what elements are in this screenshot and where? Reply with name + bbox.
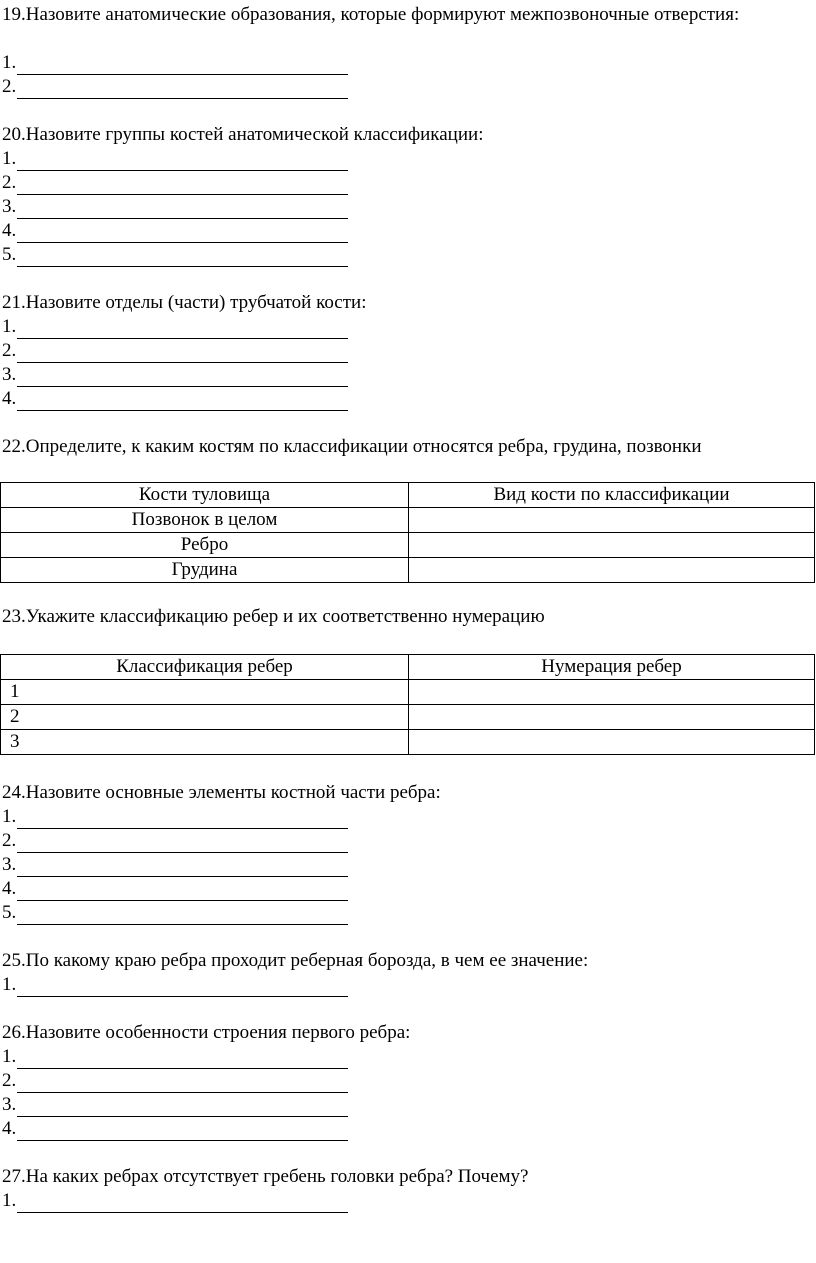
table-row xyxy=(1,730,815,755)
answer-number: 3. xyxy=(2,1094,17,1115)
answer-cell[interactable] xyxy=(409,508,815,533)
answer-line-2[interactable] xyxy=(2,75,814,99)
answer-number: 2. xyxy=(2,76,17,97)
answer-line-3[interactable] xyxy=(2,853,814,877)
table-row xyxy=(1,705,815,730)
answer-line-1[interactable] xyxy=(2,315,814,339)
question-21-text: 21.Назовите отделы (части) трубчатой кости: xyxy=(2,292,367,313)
question-19-text: 19.Назовите анатомические образования, которые формируют межпозвоночные отверстия: xyxy=(2,4,740,25)
answer-line-4[interactable] xyxy=(2,877,814,901)
answer-line-2[interactable] xyxy=(2,1069,814,1093)
answer-line-4[interactable] xyxy=(2,1117,814,1141)
table-header: Вид кости по классификации xyxy=(409,483,815,508)
answer-blank[interactable] xyxy=(17,810,348,829)
question-25-text: 25.По какому краю ребра проходит реберная борозда, в чем ее значение: xyxy=(2,950,589,971)
answer-blank[interactable] xyxy=(17,368,348,387)
answer-number: 3. xyxy=(2,854,17,875)
question-23 xyxy=(2,605,814,629)
question-27-text: 27.На каких ребрах отсутствует гребень головки ребра? Почему? xyxy=(2,1166,529,1187)
answer-blank[interactable] xyxy=(17,858,348,877)
question-19 xyxy=(2,3,814,99)
table-cell: Ребро xyxy=(1,533,409,558)
table-header: Кости туловища xyxy=(1,483,409,508)
answer-blank[interactable] xyxy=(17,882,348,901)
answer-blank[interactable] xyxy=(17,978,348,997)
answer-number: 3. xyxy=(2,364,17,385)
answer-number: 2. xyxy=(2,172,17,193)
table-row xyxy=(1,680,815,705)
answer-number: 1. xyxy=(2,52,17,73)
answer-line-5[interactable] xyxy=(2,243,814,267)
answer-number: 1. xyxy=(2,316,17,337)
answer-cell[interactable] xyxy=(409,680,815,705)
answer-number: 4. xyxy=(2,388,17,409)
table-cell[interactable]: 3 xyxy=(1,730,409,755)
answer-cell[interactable] xyxy=(409,558,815,583)
answer-blank[interactable] xyxy=(17,176,348,195)
answer-line-1[interactable] xyxy=(2,147,814,171)
bone-classification-table xyxy=(0,482,815,583)
answer-blank[interactable] xyxy=(17,1074,348,1093)
answer-blank[interactable] xyxy=(17,200,348,219)
table-row xyxy=(1,508,815,533)
answer-number: 5. xyxy=(2,902,17,923)
answer-blank[interactable] xyxy=(17,834,348,853)
question-26 xyxy=(2,1021,814,1141)
table-row xyxy=(1,533,815,558)
table-header-row xyxy=(1,655,815,680)
answer-line-2[interactable] xyxy=(2,829,814,853)
answer-blank[interactable] xyxy=(17,1194,348,1213)
table-header-row xyxy=(1,483,815,508)
answer-blank[interactable] xyxy=(17,1122,348,1141)
question-27 xyxy=(2,1165,814,1213)
rib-classification-table xyxy=(0,654,815,755)
answer-number: 1. xyxy=(2,148,17,169)
answer-number: 1. xyxy=(2,1190,17,1211)
answer-blank[interactable] xyxy=(17,1050,348,1069)
answer-line-1[interactable] xyxy=(2,805,814,829)
answer-line-1[interactable] xyxy=(2,1189,814,1213)
answer-blank[interactable] xyxy=(17,392,348,411)
question-26-text: 26.Назовите особенности строения первого ребра: xyxy=(2,1022,411,1043)
table-row xyxy=(1,558,815,583)
question-24 xyxy=(2,781,814,925)
answer-blank[interactable] xyxy=(17,224,348,243)
answer-number: 5. xyxy=(2,244,17,265)
answer-number: 3. xyxy=(2,196,17,217)
answer-line-3[interactable] xyxy=(2,195,814,219)
question-22 xyxy=(2,435,814,459)
answer-line-2[interactable] xyxy=(2,171,814,195)
answer-blank[interactable] xyxy=(17,320,348,339)
answer-number: 1. xyxy=(2,806,17,827)
answer-number: 1. xyxy=(2,974,17,995)
answer-number: 4. xyxy=(2,1118,17,1139)
answer-line-1[interactable] xyxy=(2,973,814,997)
question-24-text: 24.Назовите основные элементы костной части ребра: xyxy=(2,782,441,803)
answer-line-3[interactable] xyxy=(2,1093,814,1117)
answer-blank[interactable] xyxy=(17,344,348,363)
question-20 xyxy=(2,123,814,267)
answer-number: 2. xyxy=(2,830,17,851)
answer-cell[interactable] xyxy=(409,533,815,558)
question-22-text: 22.Определите, к каким костям по классификации относятся ребра, грудина, позвонки xyxy=(2,436,702,457)
question-25 xyxy=(2,949,814,997)
answer-blank[interactable] xyxy=(17,80,348,99)
question-20-text: 20.Назовите группы костей анатомической классификации: xyxy=(2,124,484,145)
answer-line-1[interactable] xyxy=(2,51,814,75)
answer-line-2[interactable] xyxy=(2,339,814,363)
question-21 xyxy=(2,291,814,411)
table-header: Классификация ребер xyxy=(1,655,409,680)
table-cell[interactable]: 2 xyxy=(1,705,409,730)
table-header: Нумерация ребер xyxy=(409,655,815,680)
table-cell[interactable]: 1 xyxy=(1,680,409,705)
answer-line-1[interactable] xyxy=(2,1045,814,1069)
answer-blank[interactable] xyxy=(17,56,348,75)
answer-blank[interactable] xyxy=(17,906,348,925)
answer-number: 2. xyxy=(2,1070,17,1091)
answer-line-5[interactable] xyxy=(2,901,814,925)
answer-cell[interactable] xyxy=(409,730,815,755)
answer-line-4[interactable] xyxy=(2,219,814,243)
table-cell: Позвонок в целом xyxy=(1,508,409,533)
answer-line-4[interactable] xyxy=(2,387,814,411)
answer-number: 2. xyxy=(2,340,17,361)
answer-number: 4. xyxy=(2,878,17,899)
answer-blank[interactable] xyxy=(17,152,348,171)
question-23-text: 23.Укажите классификацию ребер и их соответственно нумерацию xyxy=(2,606,545,627)
table-cell: Грудина xyxy=(1,558,409,583)
answer-blank[interactable] xyxy=(17,248,348,267)
answer-line-3[interactable] xyxy=(2,363,814,387)
answer-cell[interactable] xyxy=(409,705,815,730)
answer-number: 4. xyxy=(2,220,17,241)
answer-number: 1. xyxy=(2,1046,17,1067)
answer-blank[interactable] xyxy=(17,1098,348,1117)
